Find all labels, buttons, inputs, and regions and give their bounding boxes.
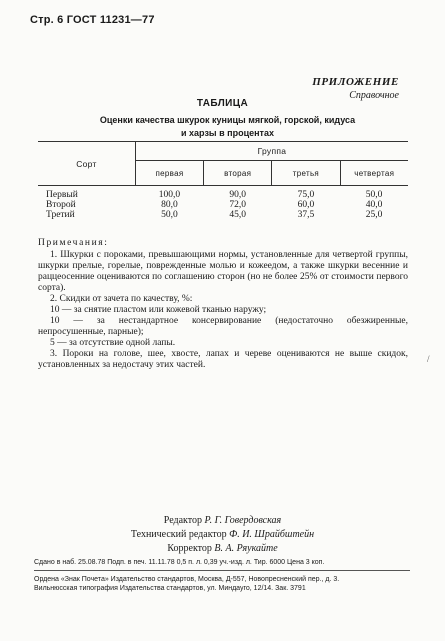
- appendix-subtitle: Справочное: [349, 90, 399, 101]
- group-header-1: первая: [135, 161, 203, 186]
- note-2: 2. Скидки от зачета по качеству, %:: [50, 294, 193, 304]
- table-cell: 40,0: [365, 200, 383, 210]
- table-row: [38, 210, 408, 220]
- tech-editor-label: Технический редактор: [130, 529, 227, 540]
- group-header-4: четвертая: [340, 161, 408, 186]
- notes-section: [38, 238, 408, 371]
- editor-name: Р. Г. Говердовская: [204, 515, 282, 526]
- table-cell: 50,0: [365, 190, 383, 200]
- publisher-line-2: Вильнюсская типография Издательства стандартов, ул. Миндауго, 12/14. Зак. 3791: [34, 585, 306, 592]
- corrector-name: В. А. Ряукайте: [214, 543, 278, 554]
- table-cell: 72,0: [229, 200, 247, 210]
- table-caption-line2: и харзы в процентах: [181, 128, 274, 138]
- row-label: Первый: [46, 190, 78, 200]
- editors-block: [0, 514, 445, 556]
- editor-label: Редактор: [163, 515, 203, 526]
- table-cell: 100,0: [158, 190, 181, 200]
- tech-editor-name: Ф. И. Шрайбштейн: [229, 529, 315, 540]
- table-cell: 45,0: [229, 210, 247, 220]
- publisher-info: [34, 575, 418, 593]
- corrector-line: [0, 542, 445, 556]
- sort-column-header: Сорт: [38, 142, 135, 186]
- publisher-line-1: Ордена «Знак Почета» Издательство стандартов, Москва, Д-557, Новопресненский пер., д. 3.: [34, 576, 340, 583]
- divider: [34, 570, 410, 571]
- table-cell: 90,0: [229, 190, 247, 200]
- print-info: Сдано в наб. 25.08.78 Подп. в печ. 11.11.78 0,5 п. л. 0,39 уч.-изд. л. Тир. 6000 Цена 3 коп.: [34, 559, 325, 566]
- editor-line: [0, 514, 445, 528]
- margin-mark: /: [427, 354, 430, 364]
- note-2-item-a: 10 — за снятие пластом или кожевой тканью наружу;: [50, 305, 267, 315]
- grade-table: [38, 141, 408, 220]
- appendix-title: ПРИЛОЖЕНИЕ: [312, 76, 399, 88]
- group-header-3: третья: [272, 161, 340, 186]
- table-cell: 60,0: [297, 200, 315, 210]
- tech-editor-line: [0, 528, 445, 542]
- table-cell: 37,5: [297, 210, 315, 220]
- table-cell: 80,0: [161, 200, 178, 210]
- table-row: [38, 200, 408, 210]
- corrector-label: Корректор: [167, 543, 212, 554]
- row-label: Третий: [46, 210, 75, 220]
- table-row: [38, 186, 408, 201]
- table-caption-line1: Оценки качества шкурок куницы мягкой, горской, кидуса: [99, 115, 356, 125]
- table-caption: [60, 114, 395, 140]
- table-cell: 25,0: [365, 210, 383, 220]
- page-header: Стр. 6 ГОСТ 11231—77: [30, 14, 155, 26]
- note-1: 1. Шкурки с пороками, превышающими нормы, установленные для четвертой группы, шкурки прелые, горелые, поврежденные молью и кожеедом, а также шкурки весенние и раццеосенние оцениваются по соглашению сторон (но не более 25% от стоимости первого сорта).: [38, 250, 408, 293]
- group-header-2: вторая: [204, 161, 272, 186]
- note-2-item-c: 5 — за отсутствие одной лапы.: [50, 338, 176, 348]
- table-cell: 50,0: [161, 210, 178, 220]
- note-2-item-b: 10 — за нестандартное консервирование (недостаточно обезжиренные, непросушенные, парные);: [38, 316, 408, 337]
- row-label: Второй: [46, 200, 76, 210]
- notes-title: Примечания:: [38, 238, 109, 248]
- group-column-header: Группа: [135, 142, 408, 161]
- table-cell: 75,0: [297, 190, 315, 200]
- note-3: 3. Пороки на голове, шее, хвосте, лапах и череве оцениваются не выше скидок, установленных за недостачу этих частей.: [38, 349, 408, 370]
- table-heading: ТАБЛИЦА: [196, 98, 249, 109]
